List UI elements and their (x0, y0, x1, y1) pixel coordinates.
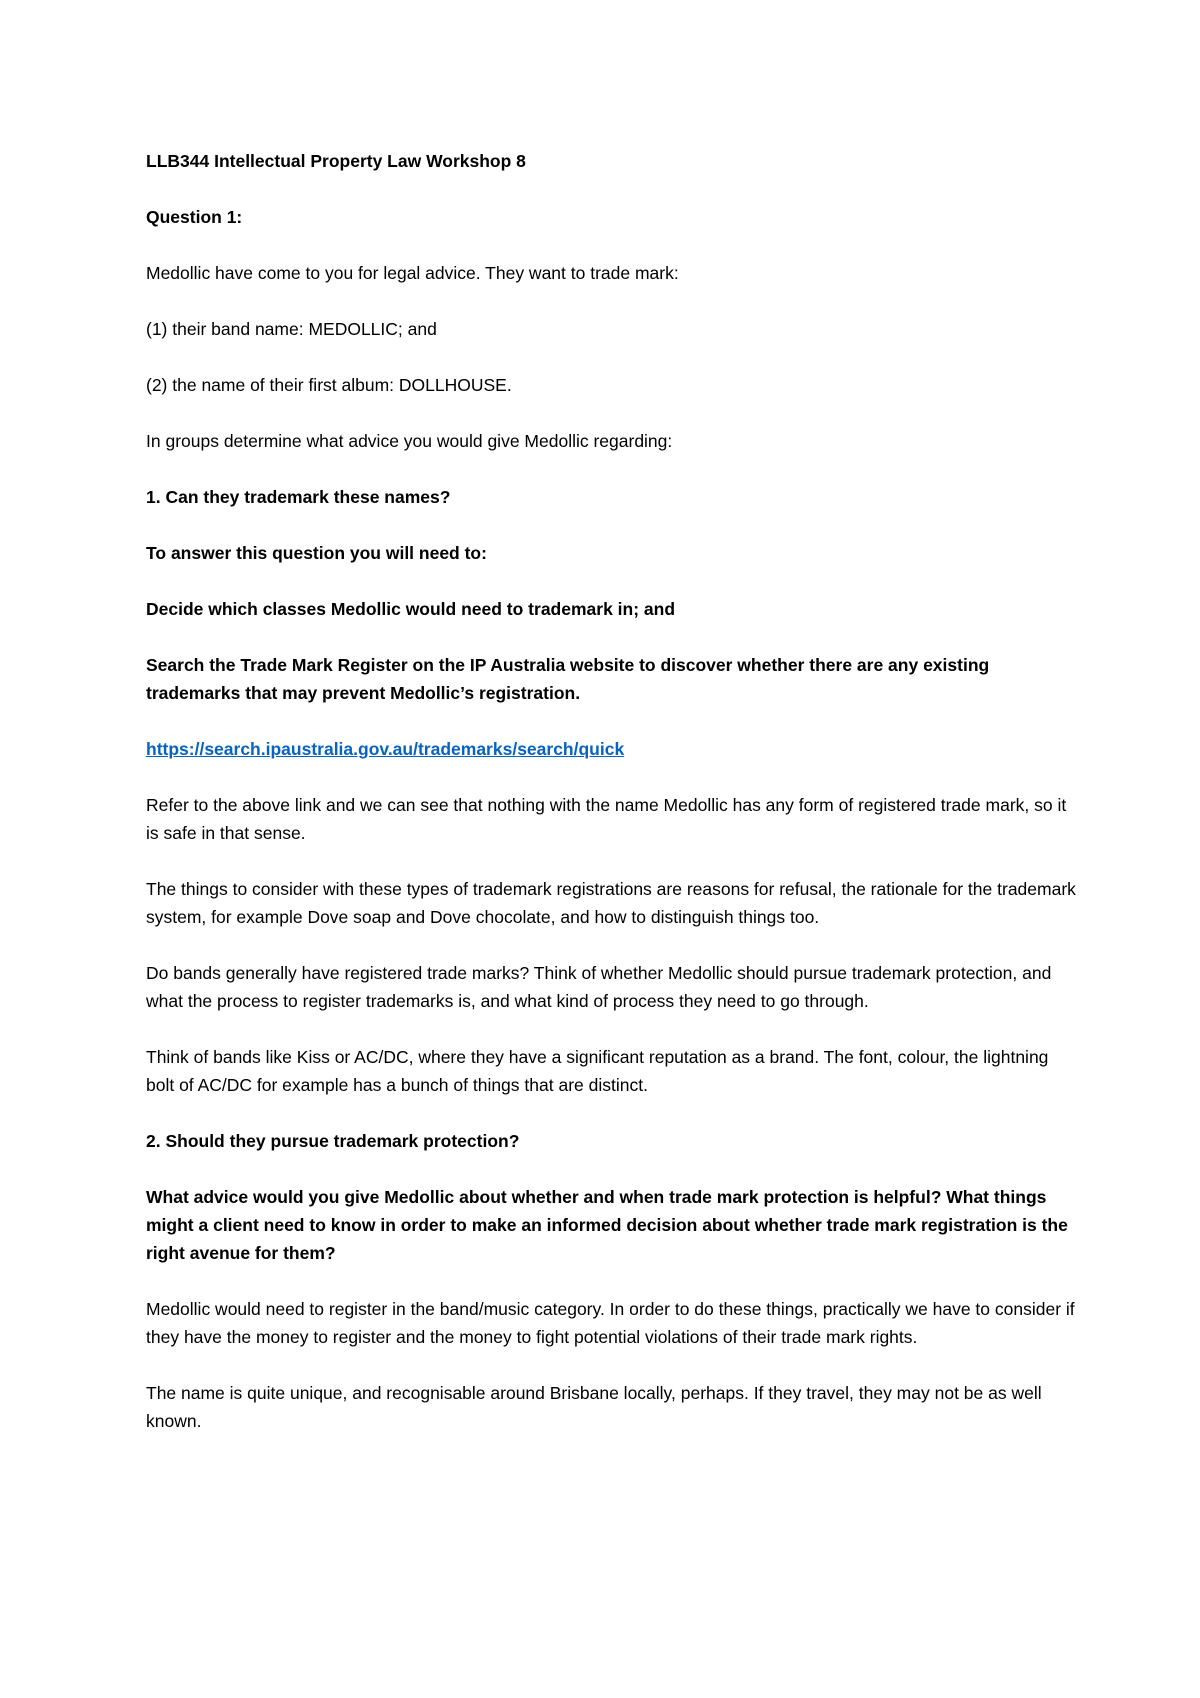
q2-heading: 2. Should they pursue trademark protection? (146, 1131, 520, 1151)
list-item-band-name: (1) their band name: MEDOLLIC; and (146, 319, 437, 339)
paragraph-register-category: Medollic would need to register in the band/music category. In order to do these things, practically we have to consider if they have the money to register and the money to fight potential violations of their trade mark rights. (146, 1299, 1075, 1347)
groups-prompt: In groups determine what advice you would give Medollic regarding: (146, 431, 673, 451)
ip-australia-search-link[interactable]: https://search.ipaustralia.gov.au/trademarks/search/quick (146, 739, 625, 759)
paragraph-bands-trademarks: Do bands generally have registered trade marks? Think of whether Medollic should pursue trademark protection, and what the process to register trademarks is, and what kind of process they need to go through. (146, 963, 1052, 1011)
q2-prompt: What advice would you give Medollic about whether and when trade mark protection is helpful? What things might a client need to know in order to make an informed decision about whether trade mark registration is the right avenue for them? (146, 1187, 1068, 1263)
intro-paragraph: Medollic have come to you for legal advice. They want to trade mark: (146, 263, 679, 283)
q1-task-classes: Decide which classes Medollic would need to trademark in; and (146, 599, 676, 619)
paragraph-refer-link: Refer to the above link and we can see that nothing with the name Medollic has any form of registered trade mark, so it is safe in that sense. (146, 795, 1067, 843)
q1-subheading: To answer this question you will need to: (146, 543, 487, 563)
document-body (146, 147, 1076, 1463)
document-title: LLB344 Intellectual Property Law Workshop 8 (146, 151, 526, 171)
paragraph-name-unique: The name is quite unique, and recognisable around Brisbane locally, perhaps. If they travel, they may not be as well known. (146, 1383, 1042, 1431)
paragraph-kiss-acdc: Think of bands like Kiss or AC/DC, where they have a significant reputation as a brand. The font, colour, the lightning bolt of AC/DC for example has a bunch of things that are distinct. (146, 1047, 1049, 1095)
paragraph-things-to-consider: The things to consider with these types of trademark registrations are reasons for refusal, the rationale for the trademark system, for example Dove soap and Dove chocolate, and how to distinguish things too. (146, 879, 1076, 927)
question-heading: Question 1: (146, 207, 243, 227)
list-item-album-name: (2) the name of their first album: DOLLHOUSE. (146, 375, 512, 395)
q1-heading: 1. Can they trademark these names? (146, 487, 451, 507)
q1-task-search: Search the Trade Mark Register on the IP Australia website to discover whether there are any existing trademarks that may prevent Medollic’s registration. (146, 655, 990, 703)
